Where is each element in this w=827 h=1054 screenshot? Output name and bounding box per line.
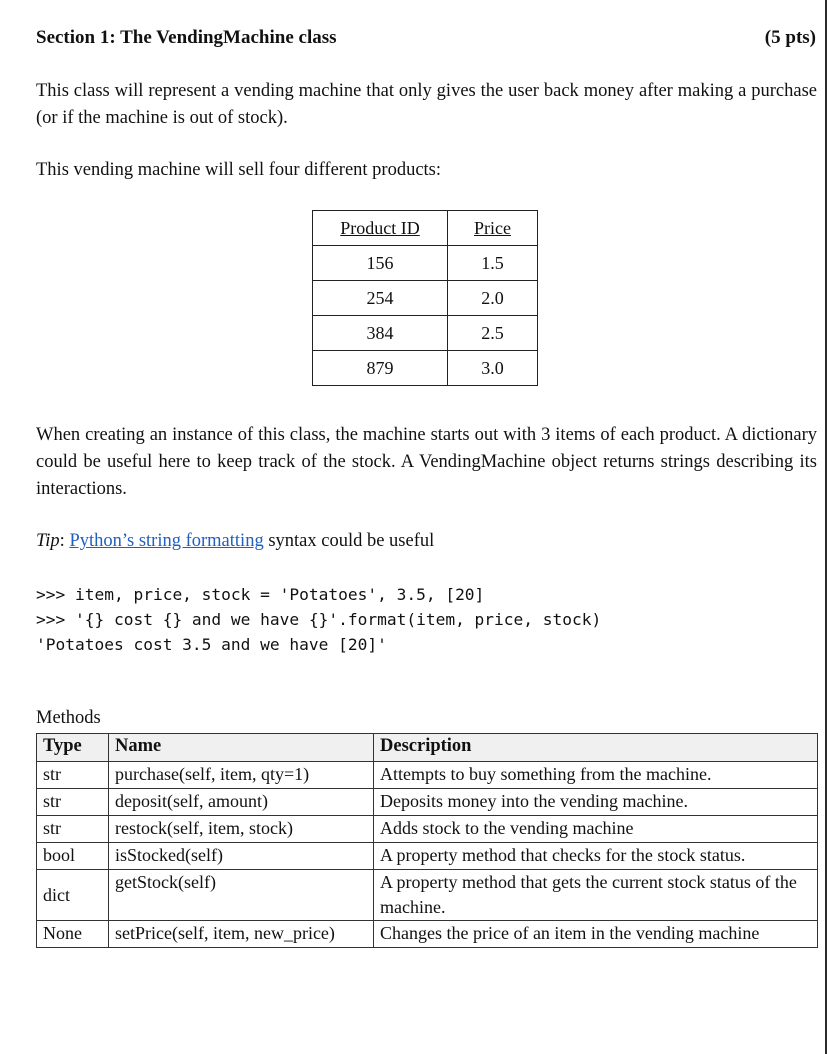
- products-intro-paragraph: This vending machine will sell four different products:: [36, 160, 442, 180]
- product-row: [313, 281, 538, 316]
- string-formatting-link[interactable]: Python’s string formatting: [69, 531, 264, 551]
- code-line: >>> '{} cost {} and we have {}'.format(item, price, stock): [36, 610, 602, 629]
- method-type-cell: dict: [37, 870, 109, 921]
- method-description-cell: Deposits money into the vending machine.: [374, 789, 818, 816]
- method-description-cell: A property method that gets the current stock status of the machine.: [374, 870, 818, 921]
- tip-paragraph: [36, 528, 817, 555]
- price-header: Price: [448, 211, 538, 246]
- method-type-cell: str: [37, 789, 109, 816]
- products-table: [312, 210, 538, 386]
- method-row: [37, 870, 818, 921]
- description-header: Description: [374, 734, 818, 762]
- product-row: [313, 246, 538, 281]
- tip-rest-text: syntax could be useful: [263, 531, 435, 551]
- price-cell: 2.5: [448, 316, 538, 351]
- price-cell: 3.0: [448, 351, 538, 386]
- product-id-cell: 879: [313, 351, 448, 386]
- method-row: [37, 816, 818, 843]
- method-description-cell: Attempts to buy something from the machine.: [374, 762, 818, 789]
- intro-paragraph: This class will represent a vending machine that only gives the user back money after making a purchase (or if the machine is out of stock).: [36, 81, 817, 128]
- method-type-cell: str: [37, 816, 109, 843]
- method-name-cell: restock(self, item, stock): [109, 816, 374, 843]
- method-row: [37, 762, 818, 789]
- method-description-cell: Changes the price of an item in the vending machine: [374, 921, 818, 948]
- instance-paragraph: When creating an instance of this class, the machine starts out with 3 items of each product. A dictionary could be useful here to keep track of the stock. A VendingMachine object returns strings describing its interactions.: [36, 425, 817, 499]
- name-header: Name: [109, 734, 374, 762]
- code-line: >>> item, price, stock = 'Potatoes', 3.5, [20]: [36, 585, 485, 604]
- section-title: Section 1: The VendingMachine class: [36, 27, 337, 48]
- method-row: [37, 921, 818, 948]
- section-points: (5 pts): [764, 27, 816, 48]
- product-row: [313, 351, 538, 386]
- methods-table: [36, 733, 818, 948]
- type-header: Type: [37, 734, 109, 762]
- method-type-cell: bool: [37, 843, 109, 870]
- method-type-cell: None: [37, 921, 109, 948]
- section-header: [36, 27, 816, 49]
- code-line: 'Potatoes cost 3.5 and we have [20]': [36, 635, 387, 654]
- methods-title: Methods: [36, 708, 101, 728]
- methods-header-row: [37, 734, 818, 762]
- method-name-cell: purchase(self, item, qty=1): [109, 762, 374, 789]
- product-id-cell: 156: [313, 246, 448, 281]
- method-description-cell: A property method that checks for the stock status.: [374, 843, 818, 870]
- product-id-header: Product ID: [313, 211, 448, 246]
- method-description-cell: Adds stock to the vending machine: [374, 816, 818, 843]
- method-row: [37, 789, 818, 816]
- tip-label: Tip: [36, 531, 60, 551]
- method-name-cell: setPrice(self, item, new_price): [109, 921, 374, 948]
- products-header-row: [313, 211, 538, 246]
- method-row: [37, 843, 818, 870]
- code-example: [36, 582, 601, 657]
- product-row: [313, 316, 538, 351]
- method-name-cell: deposit(self, amount): [109, 789, 374, 816]
- tip-colon: :: [59, 531, 70, 551]
- product-id-cell: 254: [313, 281, 448, 316]
- method-name-cell: getStock(self): [109, 870, 374, 921]
- price-cell: 2.0: [448, 281, 538, 316]
- product-id-cell: 384: [313, 316, 448, 351]
- price-cell: 1.5: [448, 246, 538, 281]
- method-type-cell: str: [37, 762, 109, 789]
- method-name-cell: isStocked(self): [109, 843, 374, 870]
